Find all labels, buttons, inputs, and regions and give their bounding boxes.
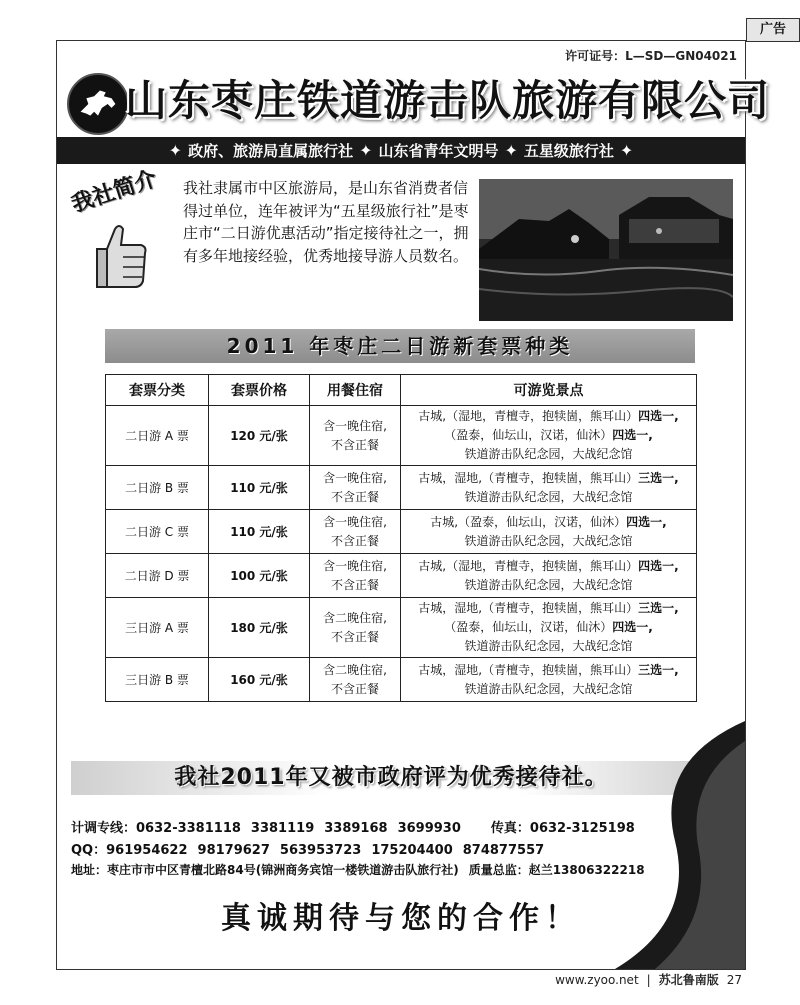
- page-number: 27: [726, 972, 742, 987]
- table-row: [106, 510, 697, 554]
- banner-item: 五星级旅行社: [523, 142, 614, 160]
- table-row: [106, 554, 697, 598]
- sight-text: 铁道游击队纪念园，大战纪念馆: [464, 489, 633, 504]
- sight-line: [402, 532, 695, 551]
- sight-text: 铁道游击队纪念园，大战纪念馆: [464, 681, 633, 696]
- meal-line: 不含正餐: [330, 629, 379, 644]
- qq-number: 175204400: [371, 843, 453, 858]
- banner-item: 政府、旅游局直属旅行社: [188, 142, 354, 160]
- sight-line: [402, 426, 695, 445]
- ad-label: 广告: [746, 18, 800, 42]
- footer-publication: 苏北鲁南版: [658, 973, 719, 987]
- ticket-meal: [310, 510, 401, 554]
- sight-line: [402, 469, 695, 488]
- sight-choice: 三选一,: [638, 662, 679, 677]
- header-meal: 用餐住宿: [310, 375, 401, 406]
- ticket-title: 2011 年枣庄二日游新套票种类: [105, 329, 695, 363]
- sight-text: 铁道游击队纪念园，大战纪念馆: [464, 639, 633, 653]
- sight-line: [402, 618, 695, 637]
- banner-item: 山东省青年文明号: [378, 142, 499, 160]
- sight-text: 铁道游击队纪念园，大战纪念馆: [464, 447, 633, 461]
- meal-line: 不含正餐: [330, 681, 379, 696]
- sight-text: 古城，湿地,（青檀寺，抱犊崮，熊耳山）: [418, 470, 639, 485]
- sight-line: [402, 576, 695, 595]
- ad-frame: [56, 40, 771, 970]
- sight-choice: 四选一,: [626, 514, 667, 529]
- ticket-category: 二日游 A 票: [106, 406, 209, 466]
- hotline-number: 0632-3381118: [136, 821, 241, 836]
- sight-line: [402, 407, 695, 426]
- ticket-sights: [401, 510, 697, 554]
- sight-choice: 四选一,: [612, 620, 653, 634]
- supervisor: 赵兰13806322218: [528, 863, 645, 877]
- fax-number: 0632-3125198: [529, 821, 635, 836]
- star-icon: ✦: [359, 141, 373, 160]
- qq-label: QQ：: [71, 843, 107, 858]
- award-text: 我社2011年又被市政府评为优秀接待社。: [71, 761, 711, 795]
- ticket-table: [105, 374, 697, 702]
- address-label: 地址：: [71, 863, 108, 877]
- sight-text: 古城,（盈泰，仙坛山，汉诺，仙沐）: [430, 514, 627, 529]
- ticket-sights: [401, 598, 697, 658]
- header-sights: 可游览景点: [401, 375, 697, 406]
- header-category: 套票分类: [106, 375, 209, 406]
- sight-text: 铁道游击队纪念园，大战纪念馆: [464, 533, 633, 548]
- intro-heading: 我社简介: [68, 166, 160, 218]
- ticket-meal: [310, 658, 401, 702]
- ticket-meal: [310, 554, 401, 598]
- ticket-price: 110 元/张: [209, 466, 310, 510]
- meal-line: 含一晚住宿,: [323, 418, 387, 433]
- intro-text: 我社隶属市中区旅游局，是山东省消费者信得过单位，连年被评为“五星级旅行社”是枣庄市“二日游优惠活动”指定接待社之一，拥有多年地接经验，优秀地接导游人员数名。: [183, 179, 469, 265]
- meal-line: 含二晚住宿,: [323, 662, 387, 677]
- meal-line: 含一晚住宿,: [323, 514, 387, 529]
- qq-number: 98179627: [197, 843, 270, 858]
- ticket-price: 110 元/张: [209, 510, 310, 554]
- credentials-banner: [57, 137, 745, 164]
- supervisor-label: 质量总监：: [468, 863, 529, 877]
- meal-line: 不含正餐: [330, 437, 379, 452]
- sight-choice: 三选一,: [638, 601, 679, 615]
- hotline-number: 3699930: [397, 821, 461, 836]
- hotline-number: 3381119: [250, 821, 315, 836]
- table-row: [106, 598, 697, 658]
- sight-text: 古城,（湿地，青檀寺，抱犊崮，熊耳山）: [418, 409, 639, 423]
- ticket-price: 160 元/张: [209, 658, 310, 702]
- ticket-sights: [401, 658, 697, 702]
- ticket-sights: [401, 554, 697, 598]
- ticket-category: 三日游 B 票: [106, 658, 209, 702]
- table-row: [106, 466, 697, 510]
- sight-choice: 四选一,: [638, 558, 679, 573]
- sight-line: [402, 599, 695, 618]
- ticket-body: [106, 406, 697, 702]
- sight-text: 古城，湿地,（青檀寺，抱犊崮，熊耳山）: [418, 662, 639, 677]
- header-price: 套票价格: [209, 375, 310, 406]
- ticket-category: 二日游 C 票: [106, 510, 209, 554]
- sight-line: [402, 513, 695, 532]
- meal-line: 不含正餐: [330, 489, 379, 504]
- qq-number: 563953723: [279, 843, 362, 858]
- meal-line: 含二晚住宿,: [323, 610, 387, 625]
- ancient-town-photo: [479, 179, 733, 321]
- license-number: 许可证号：L—SD—GN04021: [565, 49, 737, 63]
- meal-line: 不含正餐: [330, 533, 379, 548]
- ticket-category: 二日游 B 票: [106, 466, 209, 510]
- sight-text: （盈泰，仙坛山，汉诺，仙沐）: [444, 428, 613, 442]
- sight-line: [402, 488, 695, 507]
- horse-logo-icon: [67, 73, 129, 135]
- ticket-meal: [310, 598, 401, 658]
- meal-line: 含一晚住宿,: [323, 558, 387, 573]
- table-row: [106, 406, 697, 466]
- sight-text: （盈泰，仙坛山，汉诺，仙沐）: [444, 620, 613, 634]
- sight-choice: 四选一,: [612, 428, 653, 442]
- ticket-sights: [401, 406, 697, 466]
- ticket-category: 二日游 D 票: [106, 554, 209, 598]
- sight-text: 铁道游击队纪念园，大战纪念馆: [464, 577, 633, 592]
- star-icon: ✦: [168, 141, 183, 160]
- thumbs-up-icon: [93, 219, 151, 291]
- sight-text: 古城，湿地,（青檀寺，抱犊崮，熊耳山）: [418, 601, 639, 615]
- ticket-price: 100 元/张: [209, 554, 310, 598]
- sight-choice: 三选一,: [638, 470, 679, 485]
- qq-number: 874877557: [462, 843, 545, 858]
- hotline-label: 计调专线：: [71, 821, 137, 836]
- star-icon: ✦: [504, 141, 518, 160]
- ticket-category: 三日游 A 票: [106, 598, 209, 658]
- sight-text: 古城,（湿地，青檀寺，抱犊崮，熊耳山）: [418, 558, 639, 573]
- qq-number: 961954622: [106, 843, 188, 858]
- slogan: 真诚期待与您的合作！: [221, 901, 581, 936]
- ticket-price: 120 元/张: [209, 406, 310, 466]
- fax-label: 传真：: [490, 821, 530, 836]
- meal-line: 不含正餐: [330, 577, 379, 592]
- star-icon: ✦: [619, 141, 634, 160]
- ticket-meal: [310, 466, 401, 510]
- footer-site: www.zyoo.net: [555, 972, 639, 987]
- sight-line: [402, 445, 695, 464]
- meal-line: 含一晚住宿,: [323, 470, 387, 485]
- sight-choice: 四选一,: [638, 409, 679, 423]
- decorative-swoosh: [595, 721, 745, 969]
- table-row: [106, 658, 697, 702]
- hotline-number: 3389168: [324, 821, 388, 836]
- sight-line: [402, 557, 695, 576]
- address: 枣庄市市中区青檀北路84号(锦洲商务宾馆一楼铁道游击队旅行社): [107, 863, 459, 877]
- ticket-price: 180 元/张: [209, 598, 310, 658]
- ticket-meal: [310, 406, 401, 466]
- table-header-row: [106, 375, 697, 406]
- page-footer: www.zyoo.net | 苏北鲁南版 27: [555, 972, 742, 987]
- ticket-sights: [401, 466, 697, 510]
- company-name: 山东枣庄铁道游击队旅游有限公司: [125, 76, 771, 125]
- sight-line: [402, 680, 695, 699]
- sight-line: [402, 637, 695, 656]
- sight-line: [402, 661, 695, 680]
